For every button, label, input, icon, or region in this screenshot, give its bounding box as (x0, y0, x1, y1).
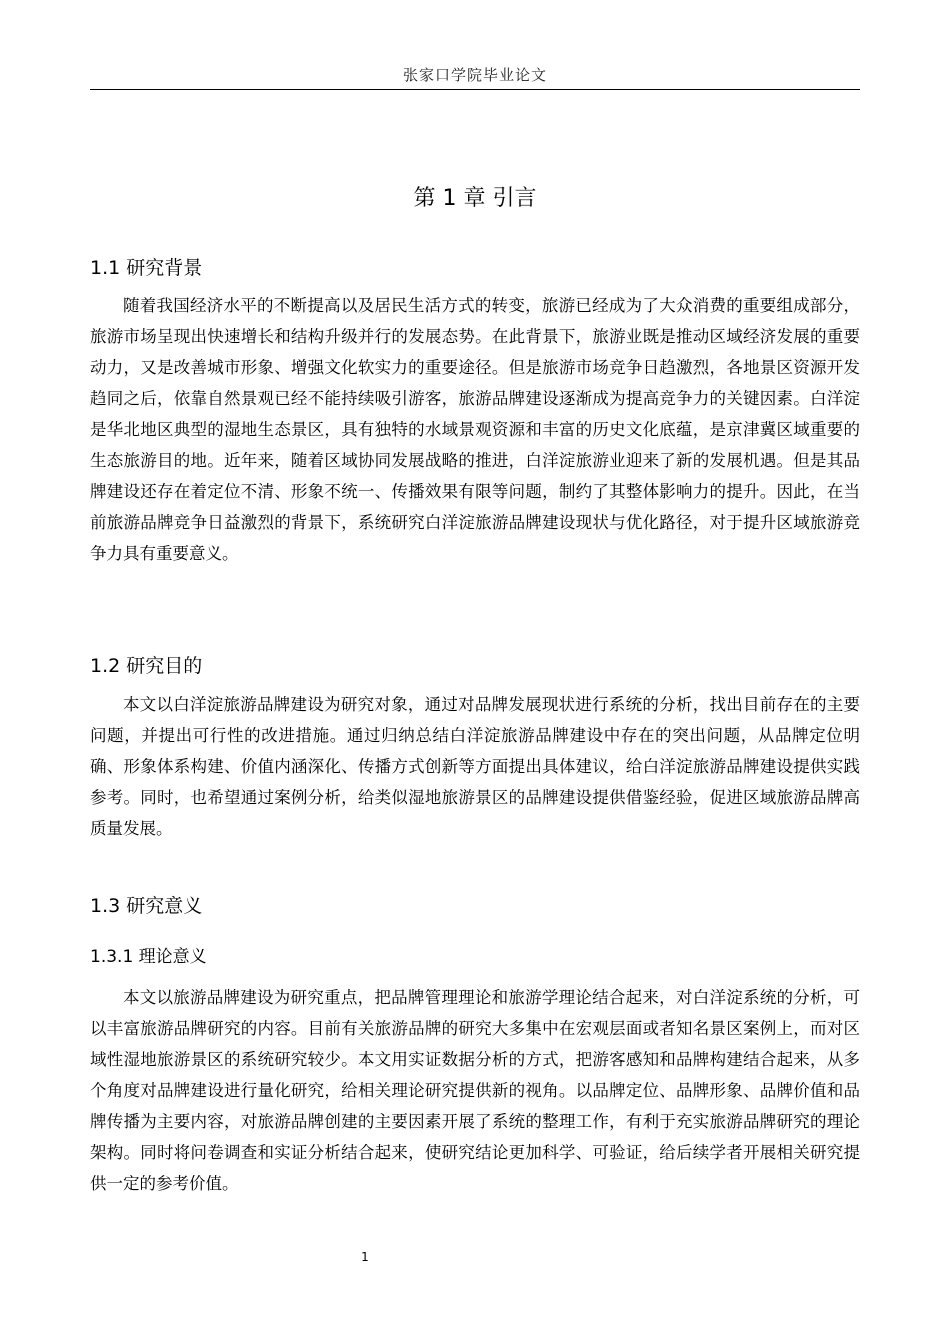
subsection-heading-1-3-1: 1.3.1 理论意义 (90, 947, 207, 967)
header-rule (90, 89, 860, 90)
running-header: 张家口学院毕业论文 (402, 66, 547, 84)
paragraph-theoretical-significance: 本文以旅游品牌建设为研究重点，把品牌管理理论和旅游学理论结合起来，对白洋淀系统的分析，可以丰富旅游品牌研究的内容。目前有关旅游品牌的研究大多集中在宏观层面或者知名景区案例上，而对区域性湿地旅游景区的系统研究较少。本文用实证数据分析的方式，把游客感知和品牌构建结合起来，从多个角度对品牌建设进行量化研究，给相关理论研究提供新的视角。以品牌定位、品牌形象、品牌价值和品牌传播为主要内容，对旅游品牌创建的主要因素开展了系统的整理工作，有利于充实旅游品牌研究的理论架构。同时将问卷调查和实证分析结合起来，使研究结论更加科学、可验证，给后续学者开展相关研究提供一定的参考价值。 (90, 988, 860, 1193)
paragraph-research-purpose: 本文以白洋淀旅游品牌建设为研究对象，通过对品牌发展现状进行系统的分析，找出目前存在的主要问题，并提出可行性的改进措施。通过归纳总结白洋淀旅游品牌建设中存在的突出问题，从品牌定位明确、形象体系构建、价值内涵深化、传播方式创新等方面提出具体建议，给白洋淀旅游品牌建设提供实践参考。同时，也希望通过案例分析，给类似湿地旅游景区的品牌建设提供借鉴经验，促进区域旅游品牌高质量发展。 (90, 695, 860, 838)
section-heading-1-3: 1.3 研究意义 (90, 895, 203, 917)
paragraph-research-background: 随着我国经济水平的不断提高以及居民生活方式的转变，旅游已经成为了大众消费的重要组成部分，旅游市场呈现出快速增长和结构升级并行的发展态势。在此背景下，旅游业既是推动区域经济发展的重要动力，又是改善城市形象、增强文化软实力的重要途径。但是旅游市场竞争日趋激烈，各地景区资源开发趋同之后，依靠自然景观已经不能持续吸引游客，旅游品牌建设逐渐成为提高竞争力的关键因素。白洋淀是华北地区典型的湿地生态景区，具有独特的水域景观资源和丰富的历史文化底蕴，是京津冀区域重要的生态旅游目的地。近年来，随着区域协同发展战略的推进，白洋淀旅游业迎来了新的发展机遇。但是其品牌建设还存在着定位不清、形象不统一、传播效果有限等问题，制约了其整体影响力的提升。因此，在当前旅游品牌竞争日益激烈的背景下，系统研究白洋淀旅游品牌建设现状与优化路径，对于提升区域旅游竞争力具有重要意义。 (90, 296, 860, 563)
section-heading-1-2: 1.2 研究目的 (90, 655, 203, 677)
chapter-title: 第 1 章 引言 (413, 186, 537, 211)
section-heading-1-1: 1.1 研究背景 (90, 257, 203, 279)
page-number: 1 (361, 1250, 369, 1264)
